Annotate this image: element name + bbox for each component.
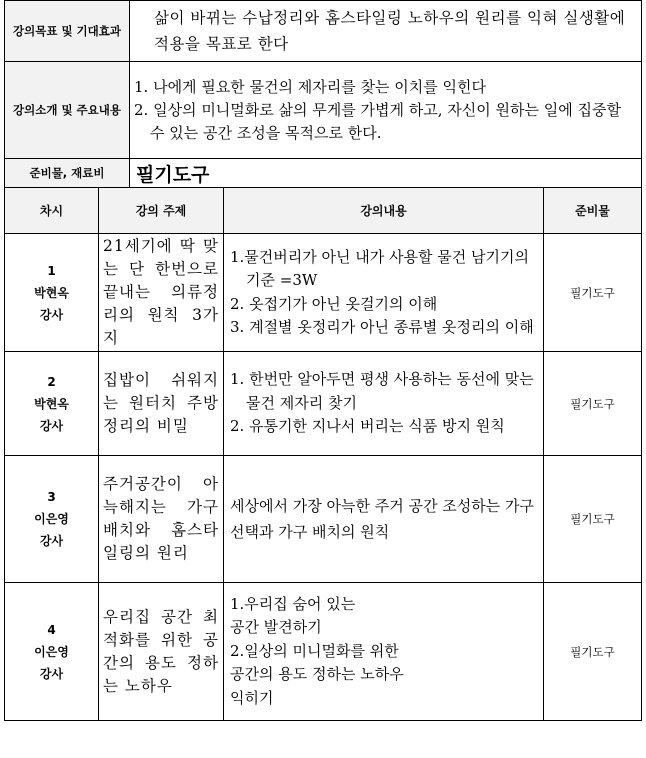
schedule-table bbox=[4, 187, 642, 721]
intro-item: 2. 일상의 미니멀화로 삶의 무게를 가볍게 하고, 자신이 원하는 일에 집중할 수 있는 공간 조성을 목적으로 한다. bbox=[134, 100, 621, 142]
session-number: 3 bbox=[47, 490, 56, 504]
session-topic: 우리집 공간 최적화를 위한 공간의 용도 정하는 노하우 bbox=[99, 583, 224, 721]
session-row-1 bbox=[5, 234, 642, 352]
session-content bbox=[230, 368, 539, 439]
session-prep: 필기도구 bbox=[544, 583, 642, 721]
session-topic: 21세기에 딱 맞는 단 한번으로 끝내는 의류정리의 원칙 3가지 bbox=[99, 234, 224, 352]
content-item: 1.물건버리가 아닌 내가 사용할 물건 남기기의 기준 =3W bbox=[230, 247, 529, 289]
session-title: 강사 bbox=[39, 418, 64, 433]
goals-row bbox=[5, 1, 642, 62]
session-number: 1 bbox=[47, 263, 56, 278]
session-prep: 필기도구 bbox=[544, 352, 642, 456]
session-lecturer: 이은영 bbox=[34, 512, 69, 526]
session-lecturer: 이은영 bbox=[34, 644, 69, 659]
content-item: 익히기 bbox=[230, 688, 274, 707]
schedule-header-row bbox=[5, 188, 642, 234]
intro-label: 강의소개 및 주요내용 bbox=[5, 62, 130, 159]
session-topic: 집밥이 쉬워지는 원터치 주방정리의 비밀 bbox=[99, 352, 224, 456]
session-content bbox=[230, 246, 539, 340]
session-title: 강사 bbox=[39, 534, 64, 548]
header-session: 차시 bbox=[5, 188, 99, 234]
session-content bbox=[230, 493, 539, 545]
course-info-table bbox=[4, 0, 642, 188]
intro-item: 1. 나에게 필요한 물건의 제자리를 찾는 이치를 익힌다 bbox=[134, 77, 486, 96]
goals-text: 삶이 바뀌는 수납정리와 홈스타일링 노하우의 원리를 익혀 실생활에 적용을 목표로 한다 bbox=[130, 1, 642, 62]
intro-row bbox=[5, 62, 642, 159]
content-item: 1.우리집 숨어 있는 bbox=[230, 594, 356, 613]
materials-value: 필기도구 bbox=[130, 159, 642, 188]
session-row-3 bbox=[5, 456, 642, 583]
content-item: 공간의 용도 정하는 노하우 bbox=[230, 665, 404, 684]
session-content bbox=[230, 593, 539, 711]
goals-label: 강의목표 및 기대효과 bbox=[5, 1, 130, 62]
content-item: 3. 계절별 옷정리가 아닌 종류별 옷정리의 이해 bbox=[230, 318, 534, 336]
content-item: 2.일상의 미니멀화를 위한 bbox=[230, 641, 399, 660]
header-prep: 준비물 bbox=[544, 188, 642, 234]
session-row-2 bbox=[5, 352, 642, 456]
session-topic: 주거공간이 아늑해지는 가구배치와 홈스타일링의 원리 bbox=[99, 456, 224, 583]
session-title: 강사 bbox=[39, 666, 64, 681]
content-item: 2. 유통기한 지나서 버리는 식품 방지 원칙 bbox=[230, 417, 505, 436]
session-row-4 bbox=[5, 583, 642, 721]
session-number: 4 bbox=[47, 622, 56, 637]
course-document bbox=[4, 0, 642, 721]
materials-row bbox=[5, 159, 642, 188]
header-content: 강의내용 bbox=[224, 188, 544, 234]
content-item: 세상에서 가장 아늑한 주거 공간 조성하는 가구선택과 가구 배치의 원칙 bbox=[230, 497, 534, 541]
session-prep: 필기도구 bbox=[544, 234, 642, 352]
session-lecturer: 박현옥 bbox=[34, 396, 69, 411]
content-item: 공간 발견하기 bbox=[230, 618, 322, 637]
materials-label: 준비물, 재료비 bbox=[5, 159, 130, 188]
session-title: 강사 bbox=[39, 307, 64, 322]
content-item: 2. 옷접기가 아닌 옷걸기의 이해 bbox=[230, 294, 438, 313]
session-prep: 필기도구 bbox=[544, 456, 642, 583]
content-item: 1. 한번만 알아두면 평생 사용하는 동선에 맞는 물건 제자리 찾기 bbox=[230, 370, 534, 412]
header-topic: 강의 주제 bbox=[99, 188, 224, 234]
intro-list bbox=[134, 76, 637, 145]
session-number: 2 bbox=[47, 374, 56, 389]
session-lecturer: 박현옥 bbox=[34, 285, 69, 300]
